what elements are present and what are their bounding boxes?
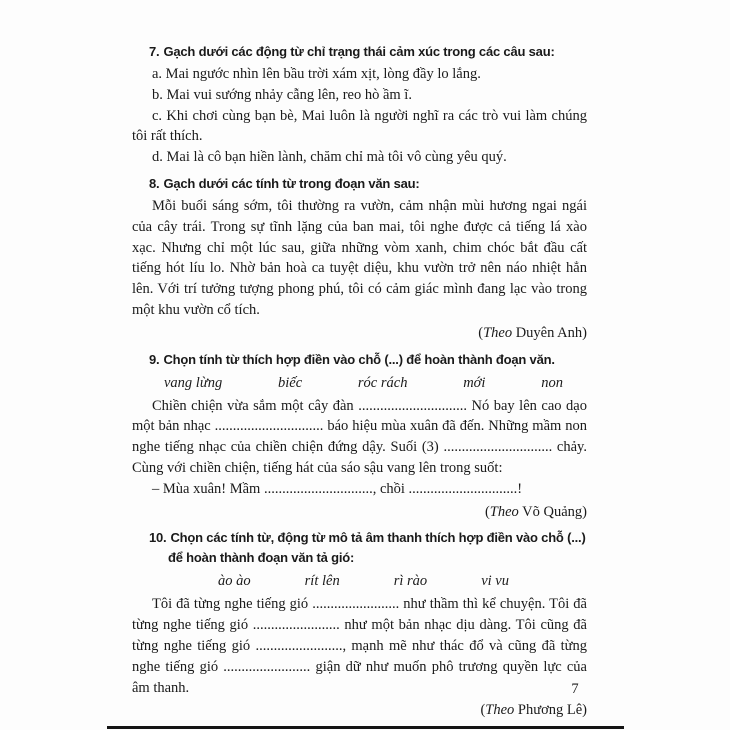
attribution-author: Phương Lê)	[514, 702, 587, 719]
exercise-9-word-bank	[132, 373, 587, 393]
attribution-open-paren: (	[484, 503, 490, 520]
exercise-8-heading	[132, 174, 587, 194]
word-bank-word: ào ào	[218, 573, 251, 590]
word-bank-word: róc rách	[357, 374, 408, 391]
word-bank-word: vang lừng	[164, 374, 223, 391]
exercise-7-title: Gạch dưới các động từ chỉ trạng thái cảm xúc trong các câu sau:	[163, 44, 555, 59]
attribution-source-label: Theo	[483, 324, 513, 341]
word-bank-word: rì rào	[393, 573, 428, 590]
word-bank-word: mới	[463, 374, 486, 391]
exercise-8-number: 8.	[149, 175, 160, 191]
attribution-source-label: Theo	[485, 702, 515, 719]
word-bank-word: vi vu	[481, 573, 509, 590]
exercise-9-title: Chọn tính từ thích hợp điền vào chỗ (...) để hoàn thành đoạn văn.	[163, 351, 555, 367]
exercise-10-attribution	[132, 700, 587, 721]
attribution-open-paren: (	[480, 702, 486, 719]
exercise-7-heading	[132, 42, 587, 62]
exercise-8-attribution	[132, 323, 587, 344]
exercise-9-dialogue-line: – Mùa xuân! Mầm .............................., chồi ..............................!	[152, 480, 523, 497]
page-number: 7	[571, 681, 579, 697]
exercise-9-attribution	[132, 502, 587, 523]
footer-rule	[107, 726, 624, 729]
exercise-10-title: Chọn các tính từ, động từ mô tả âm thanh thích hợp điền vào chỗ (...)	[170, 530, 586, 546]
exercise-10-title-line2: để hoàn thành đoạn văn tả gió:	[168, 550, 355, 566]
exercise-10-number: 10.	[149, 530, 167, 546]
exercise-7-number: 7.	[149, 44, 160, 59]
exercise-10-word-bank	[132, 571, 587, 591]
attribution-source-label: Theo	[489, 503, 519, 520]
exercise-8	[132, 174, 587, 344]
exercise-8-paragraph: Mỗi buổi sáng sớm, tôi thường ra vườn, cảm nhận mùi hương ngai ngái của cây trái. Trong sự tĩnh lặng của ban mai, tôi nghe được cả tiếng lá xào xạc. Nhưng chỉ một lúc sau, giữa những vòm xanh, chim chóc bắt đầu cất tiếng hót líu lo. Nhờ bản hoà ca tuyệt diệu, khu vườn trở nên náo nhiệt hẳn lên. Với trí tưởng tượng phong phú, tôi có cảm giác mình đang lạc vào trong một khu vườn cổ tích.	[132, 197, 587, 318]
exercise-10-heading	[132, 528, 587, 568]
exercise-7-item-b: b. Mai vui sướng nhảy cẫng lên, reo hò ầm ĩ.	[152, 86, 412, 103]
attribution-author: Duyên Anh)	[512, 324, 587, 341]
word-bank-word: rít lên	[304, 573, 340, 590]
exercise-9-paragraph: Chiền chiện vừa sắm một cây đàn .............................. Nó bay lên cao dạo một bản nhạc .............................. báo hiệu mùa xuân đã đến. Những mầm non nghe tiếng nhạc của chiền chiện đứng dậy. Suối (3) .............................. chảy. Cùng với chiền chiện, tiếng hát của sáo sậu vang lên trong suốt:	[132, 397, 587, 476]
exercise-7-item-a: a. Mai ngước nhìn lên bầu trời xám xịt, lòng đầy lo lắng.	[152, 66, 481, 82]
word-bank-word: non	[541, 374, 563, 391]
word-bank-word: biếc	[278, 374, 303, 391]
exercise-7	[132, 42, 587, 168]
exercise-9-heading	[132, 350, 587, 370]
exercise-9-number: 9.	[149, 351, 160, 367]
page-content	[132, 42, 587, 727]
exercise-7-item-c: c. Khi chơi cùng bạn bè, Mai luôn là người nghĩ ra các trò vui làm chúng tôi rất thích.	[132, 107, 587, 145]
exercise-9	[132, 350, 587, 523]
exercise-10-paragraph: Tôi đã từng nghe tiếng gió ........................ như thầm thì kể chuyện. Tôi đã từng nghe tiếng gió ........................ như một bản nhạc dịu dàng. Tôi cũng đã từng nghe tiếng gió ........................, mạnh mẽ như thác đổ và cũng đã từng nghe tiếng gió ........................ giận dữ như muốn phô trương quyền lực của âm thanh.	[132, 596, 587, 696]
exercise-7-item-d: d. Mai là cô bạn hiền lành, chăm chỉ mà tôi vô cùng yêu quý.	[152, 149, 507, 166]
attribution-open-paren: (	[478, 324, 484, 341]
exercise-10	[132, 528, 587, 721]
exercise-8-title: Gạch dưới các tính từ trong đoạn văn sau:	[163, 175, 420, 191]
attribution-author: Võ Quảng)	[518, 503, 587, 520]
